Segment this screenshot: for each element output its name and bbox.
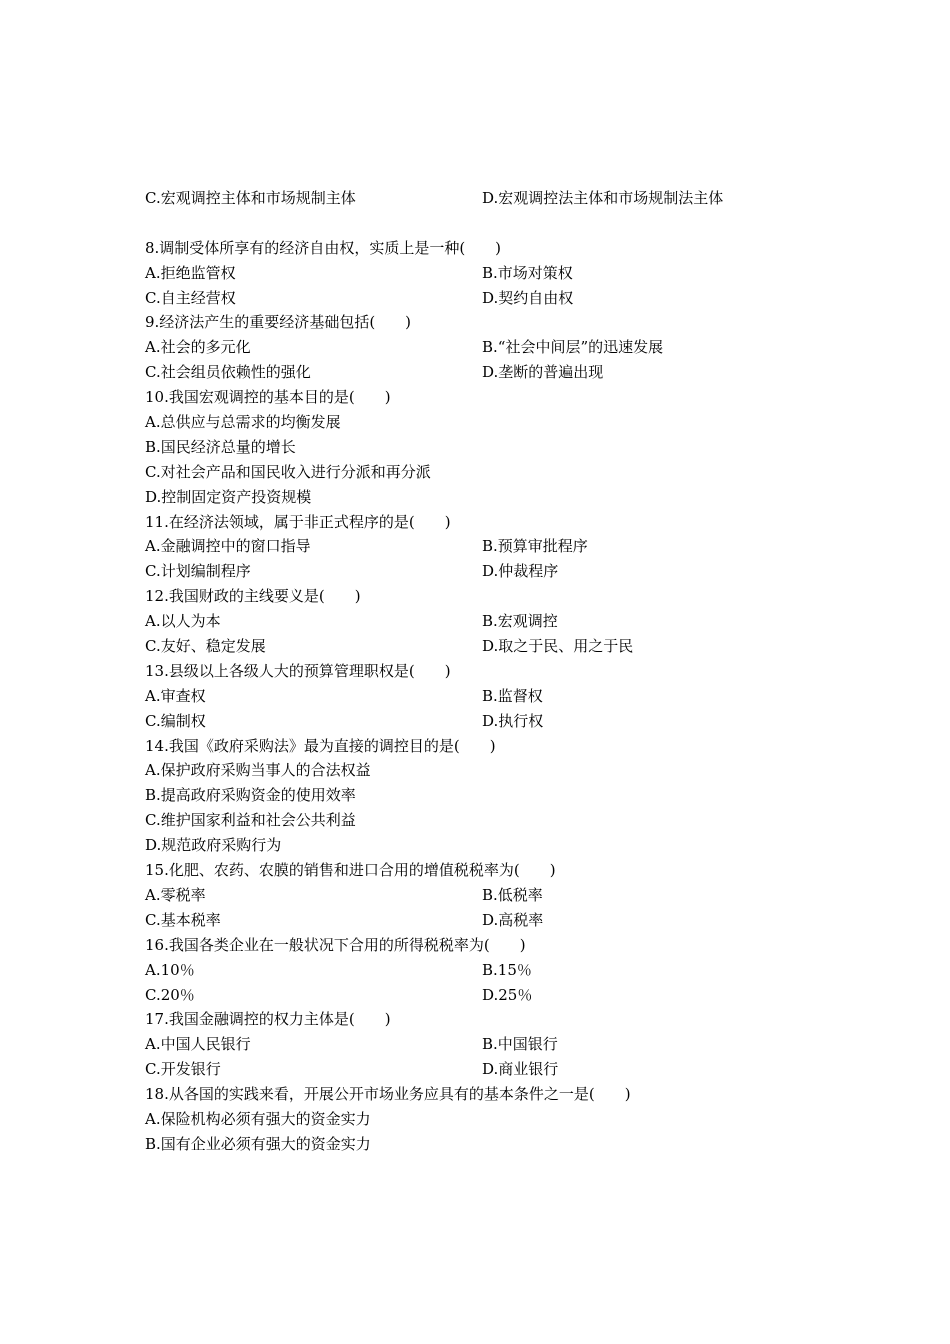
option-item: D.契约自由权 (482, 288, 574, 307)
option-item: A.10％ (145, 960, 195, 979)
pre-options-row (145, 186, 845, 211)
option-item: C.20％ (145, 985, 195, 1004)
question-stem: 16.我国各类企业在一般状况下合用的所得税税率为( ) (145, 935, 526, 954)
option-item: C.友好、稳定发展 (145, 637, 266, 656)
option-row (145, 335, 845, 360)
option-item: B.15％ (482, 960, 532, 979)
question-stem: 15.化肥、农药、农膜的销售和进口合用的增值税税率为( ) (145, 861, 556, 880)
option-item: A.社会的多元化 (145, 338, 251, 357)
option-item: D.商业银行 (482, 1060, 559, 1079)
question-stem: 17.我国金融调控的权力主体是( ) (145, 1010, 391, 1029)
option-item: D.仲裁程序 (482, 562, 559, 581)
document-page (145, 186, 845, 1157)
option-item: C.计划编制程序 (145, 562, 251, 581)
option-row (145, 559, 845, 584)
option-item: B.“社会中间层”的迅速发展 (482, 338, 664, 357)
option-row (145, 958, 845, 983)
option-row (145, 1057, 845, 1082)
option-row (145, 634, 845, 659)
option-item: A.总供应与总需求的均衡发展 (145, 413, 341, 432)
option-item: B.国有企业必须有强大的资金实力 (145, 1134, 371, 1153)
option-item: B.低税率 (482, 885, 543, 904)
option-item: B.预算审批程序 (482, 537, 588, 556)
option-c: C.宏观调控主体和市场规制主体 (145, 189, 356, 207)
option-item: C.维护国家利益和社会公共利益 (145, 811, 356, 830)
option-row (145, 261, 845, 286)
option-row (145, 983, 845, 1008)
option-item: A.金融调控中的窗口指导 (145, 537, 311, 556)
option-item: A.中国人民银行 (145, 1035, 251, 1054)
question-list (145, 236, 845, 1157)
question-stem: 13.县级以上各级人大的预算管理职权是( ) (145, 661, 451, 680)
option-item: D.控制固定资产投资规模 (145, 487, 312, 506)
option-item: D.执行权 (482, 711, 544, 730)
option-item: B.监督权 (482, 686, 543, 705)
option-item: D.25％ (482, 985, 533, 1004)
option-item: B.提高政府采购资金的使用效率 (145, 786, 356, 805)
option-row (145, 883, 845, 908)
option-row (145, 908, 845, 933)
blank-line (145, 211, 845, 236)
option-item: C.社会组员依赖性的强化 (145, 363, 311, 382)
option-d: D.宏观调控法主体和市场规制法主体 (482, 189, 724, 207)
option-item: D.规范政府采购行为 (145, 836, 282, 855)
option-item: D.高税率 (482, 910, 544, 929)
option-item: B.国民经济总量的增长 (145, 437, 296, 456)
option-item: C.开发银行 (145, 1060, 221, 1079)
option-item: A.拒绝监管权 (145, 263, 236, 282)
question-stem: 14.我国《政府采购法》最为直接的调控目的是( ) (145, 736, 496, 755)
question-stem: 18.从各国的实践来看，开展公开市场业务应具有的基本条件之一是( ) (145, 1085, 631, 1104)
question-stem: 8.调制受体所享有的经济自由权，实质上是一种( ) (145, 238, 502, 257)
option-item: B.市场对策权 (482, 263, 573, 282)
option-row (145, 709, 845, 734)
option-item: A.零税率 (145, 885, 206, 904)
option-row (145, 609, 845, 634)
option-item: A.以人为本 (145, 612, 221, 631)
option-item: C.对社会产品和国民收入进行分派和再分派 (145, 462, 431, 481)
option-item: A.保险机构必须有强大的资金实力 (145, 1109, 371, 1128)
option-row (145, 1032, 845, 1057)
option-row (145, 286, 845, 311)
option-item: C.基本税率 (145, 910, 221, 929)
option-item: C.编制权 (145, 711, 206, 730)
option-row (145, 360, 845, 385)
option-item: A.审查权 (145, 686, 206, 705)
option-row (145, 684, 845, 709)
option-item: C.自主经营权 (145, 288, 236, 307)
question-stem: 9.经济法产生的重要经济基础包括( ) (145, 313, 412, 332)
option-item: B.中国银行 (482, 1035, 558, 1054)
option-item: A.保护政府采购当事人的合法权益 (145, 761, 371, 780)
option-row (145, 534, 845, 559)
option-item: B.宏观调控 (482, 612, 558, 631)
question-stem: 10.我国宏观调控的基本目的是( ) (145, 388, 391, 407)
question-stem: 11.在经济法领域，属于非正式程序的是( ) (145, 512, 451, 531)
option-item: D.垄断的普遍出现 (482, 363, 604, 382)
option-item: D.取之于民、用之于民 (482, 637, 634, 656)
question-stem: 12.我国财政的主线要义是( ) (145, 587, 361, 606)
